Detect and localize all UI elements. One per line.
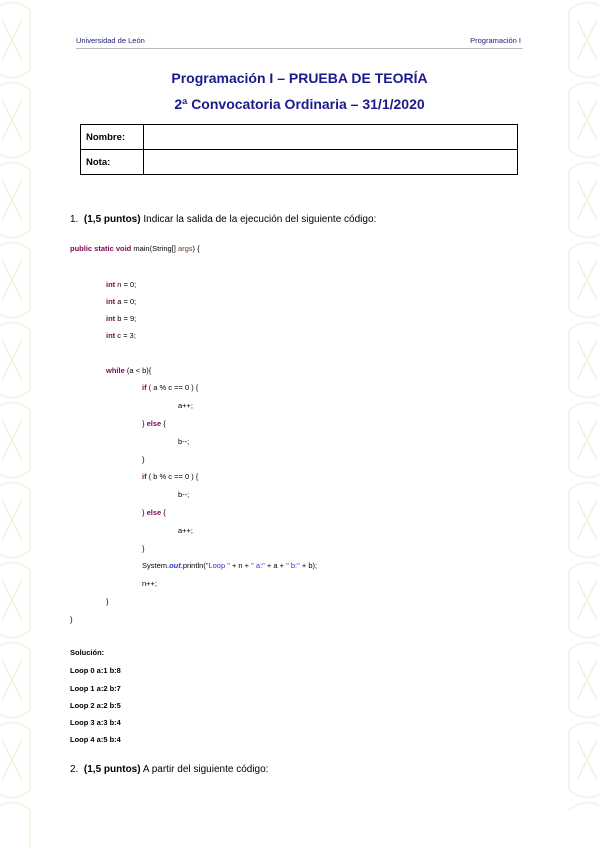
exam-title: Programación I – PRUEBA DE TEORÍA	[171, 70, 428, 86]
name-label: Nombre:	[81, 125, 144, 150]
code-text: ( b % c == 0 ) {	[146, 472, 199, 481]
name-row	[81, 125, 518, 150]
question-2-points: (1,5 puntos)	[83, 764, 141, 775]
header-university: Universidad de León	[76, 36, 145, 45]
code-text: .println(	[180, 561, 206, 570]
code-line-close2: }	[142, 544, 145, 553]
code-keyword: public static void	[70, 244, 132, 253]
code-text: (a < b){	[124, 366, 152, 375]
code-line-else2	[142, 508, 166, 517]
code-text: b = 9;	[115, 314, 137, 323]
code-keyword: int	[106, 280, 116, 289]
solution-line: Loop 4 a:5 b:4	[70, 735, 121, 744]
solution-line: Loop 2 a:2 b:5	[70, 701, 121, 710]
code-line-if2	[142, 472, 198, 481]
code-line-else1	[142, 419, 166, 428]
code-line-a-inc: a++;	[178, 401, 194, 410]
header-course: Programación I	[470, 36, 521, 45]
question-2-number: 2.	[70, 764, 79, 775]
code-text: main(String[]	[131, 244, 178, 253]
exam-subtitle: 2ª Convocatoria Ordinaria – 31/1/2020	[174, 96, 425, 112]
code-text: ( a % c == 0 ) {	[146, 383, 199, 392]
student-info-table	[80, 124, 518, 175]
solution-line: Loop 0 a:1 b:8	[70, 666, 121, 675]
code-keyword: int	[106, 314, 116, 323]
question-1	[70, 214, 376, 225]
question-1-number: 1.	[70, 214, 79, 225]
code-line-if1	[142, 383, 198, 392]
code-line-decl-c	[106, 331, 136, 340]
code-text: a = 0;	[115, 297, 137, 306]
code-text: }	[142, 508, 147, 517]
code-keyword: int	[106, 297, 116, 306]
grade-row	[81, 150, 518, 175]
code-arg: args	[177, 244, 193, 253]
code-keyword: else	[146, 508, 162, 517]
code-keyword: if	[142, 383, 147, 392]
code-text: + a +	[264, 561, 287, 570]
solution-line: Loop 1 a:2 b:7	[70, 684, 121, 693]
code-line-n-inc: n++;	[142, 579, 158, 588]
code-text: + n +	[229, 561, 252, 570]
question-2	[70, 764, 268, 775]
code-keyword: while	[106, 366, 125, 375]
watermark-left	[0, 0, 32, 848]
code-keyword: else	[146, 419, 162, 428]
code-signature	[70, 244, 200, 253]
code-field: out	[169, 561, 181, 570]
watermark-right	[567, 0, 599, 848]
code-text: {	[161, 419, 166, 428]
code-string: " b:"	[286, 561, 300, 570]
solution-label: Solución:	[70, 648, 105, 657]
code-line-decl-b	[106, 314, 136, 323]
code-text: }	[142, 419, 147, 428]
code-text: c = 3;	[115, 331, 136, 340]
code-line-a-inc2: a++;	[178, 526, 194, 535]
code-string: " a:"	[251, 561, 265, 570]
code-keyword: int	[106, 331, 116, 340]
code-line-end-main: }	[70, 615, 73, 624]
grade-label: Nota:	[81, 150, 144, 175]
code-line-decl-n	[106, 280, 136, 289]
code-text: {	[161, 508, 166, 517]
name-field[interactable]	[144, 125, 518, 150]
header-divider	[76, 48, 523, 49]
code-string: "Loop "	[205, 561, 230, 570]
solution-line: Loop 3 a:3 b:4	[70, 718, 121, 727]
code-line-end-while: }	[106, 597, 109, 606]
question-2-text: A partir del siguiente código:	[142, 764, 269, 775]
question-1-text: Indicar la salida de la ejecución del siguiente código:	[143, 214, 377, 225]
code-keyword: if	[142, 472, 147, 481]
code-text: ) {	[192, 244, 200, 253]
code-text: n = 0;	[115, 280, 137, 289]
code-line-close1: }	[142, 455, 145, 464]
code-line-b-dec2: b--;	[178, 490, 190, 499]
code-line-while	[106, 366, 151, 375]
code-text: System.	[142, 561, 170, 570]
code-line-b-dec: b--;	[178, 437, 190, 446]
code-line-println	[142, 561, 317, 570]
code-line-decl-a	[106, 297, 136, 306]
code-text: + b);	[299, 561, 318, 570]
question-1-points: (1,5 puntos)	[83, 214, 141, 225]
grade-field[interactable]	[144, 150, 518, 175]
